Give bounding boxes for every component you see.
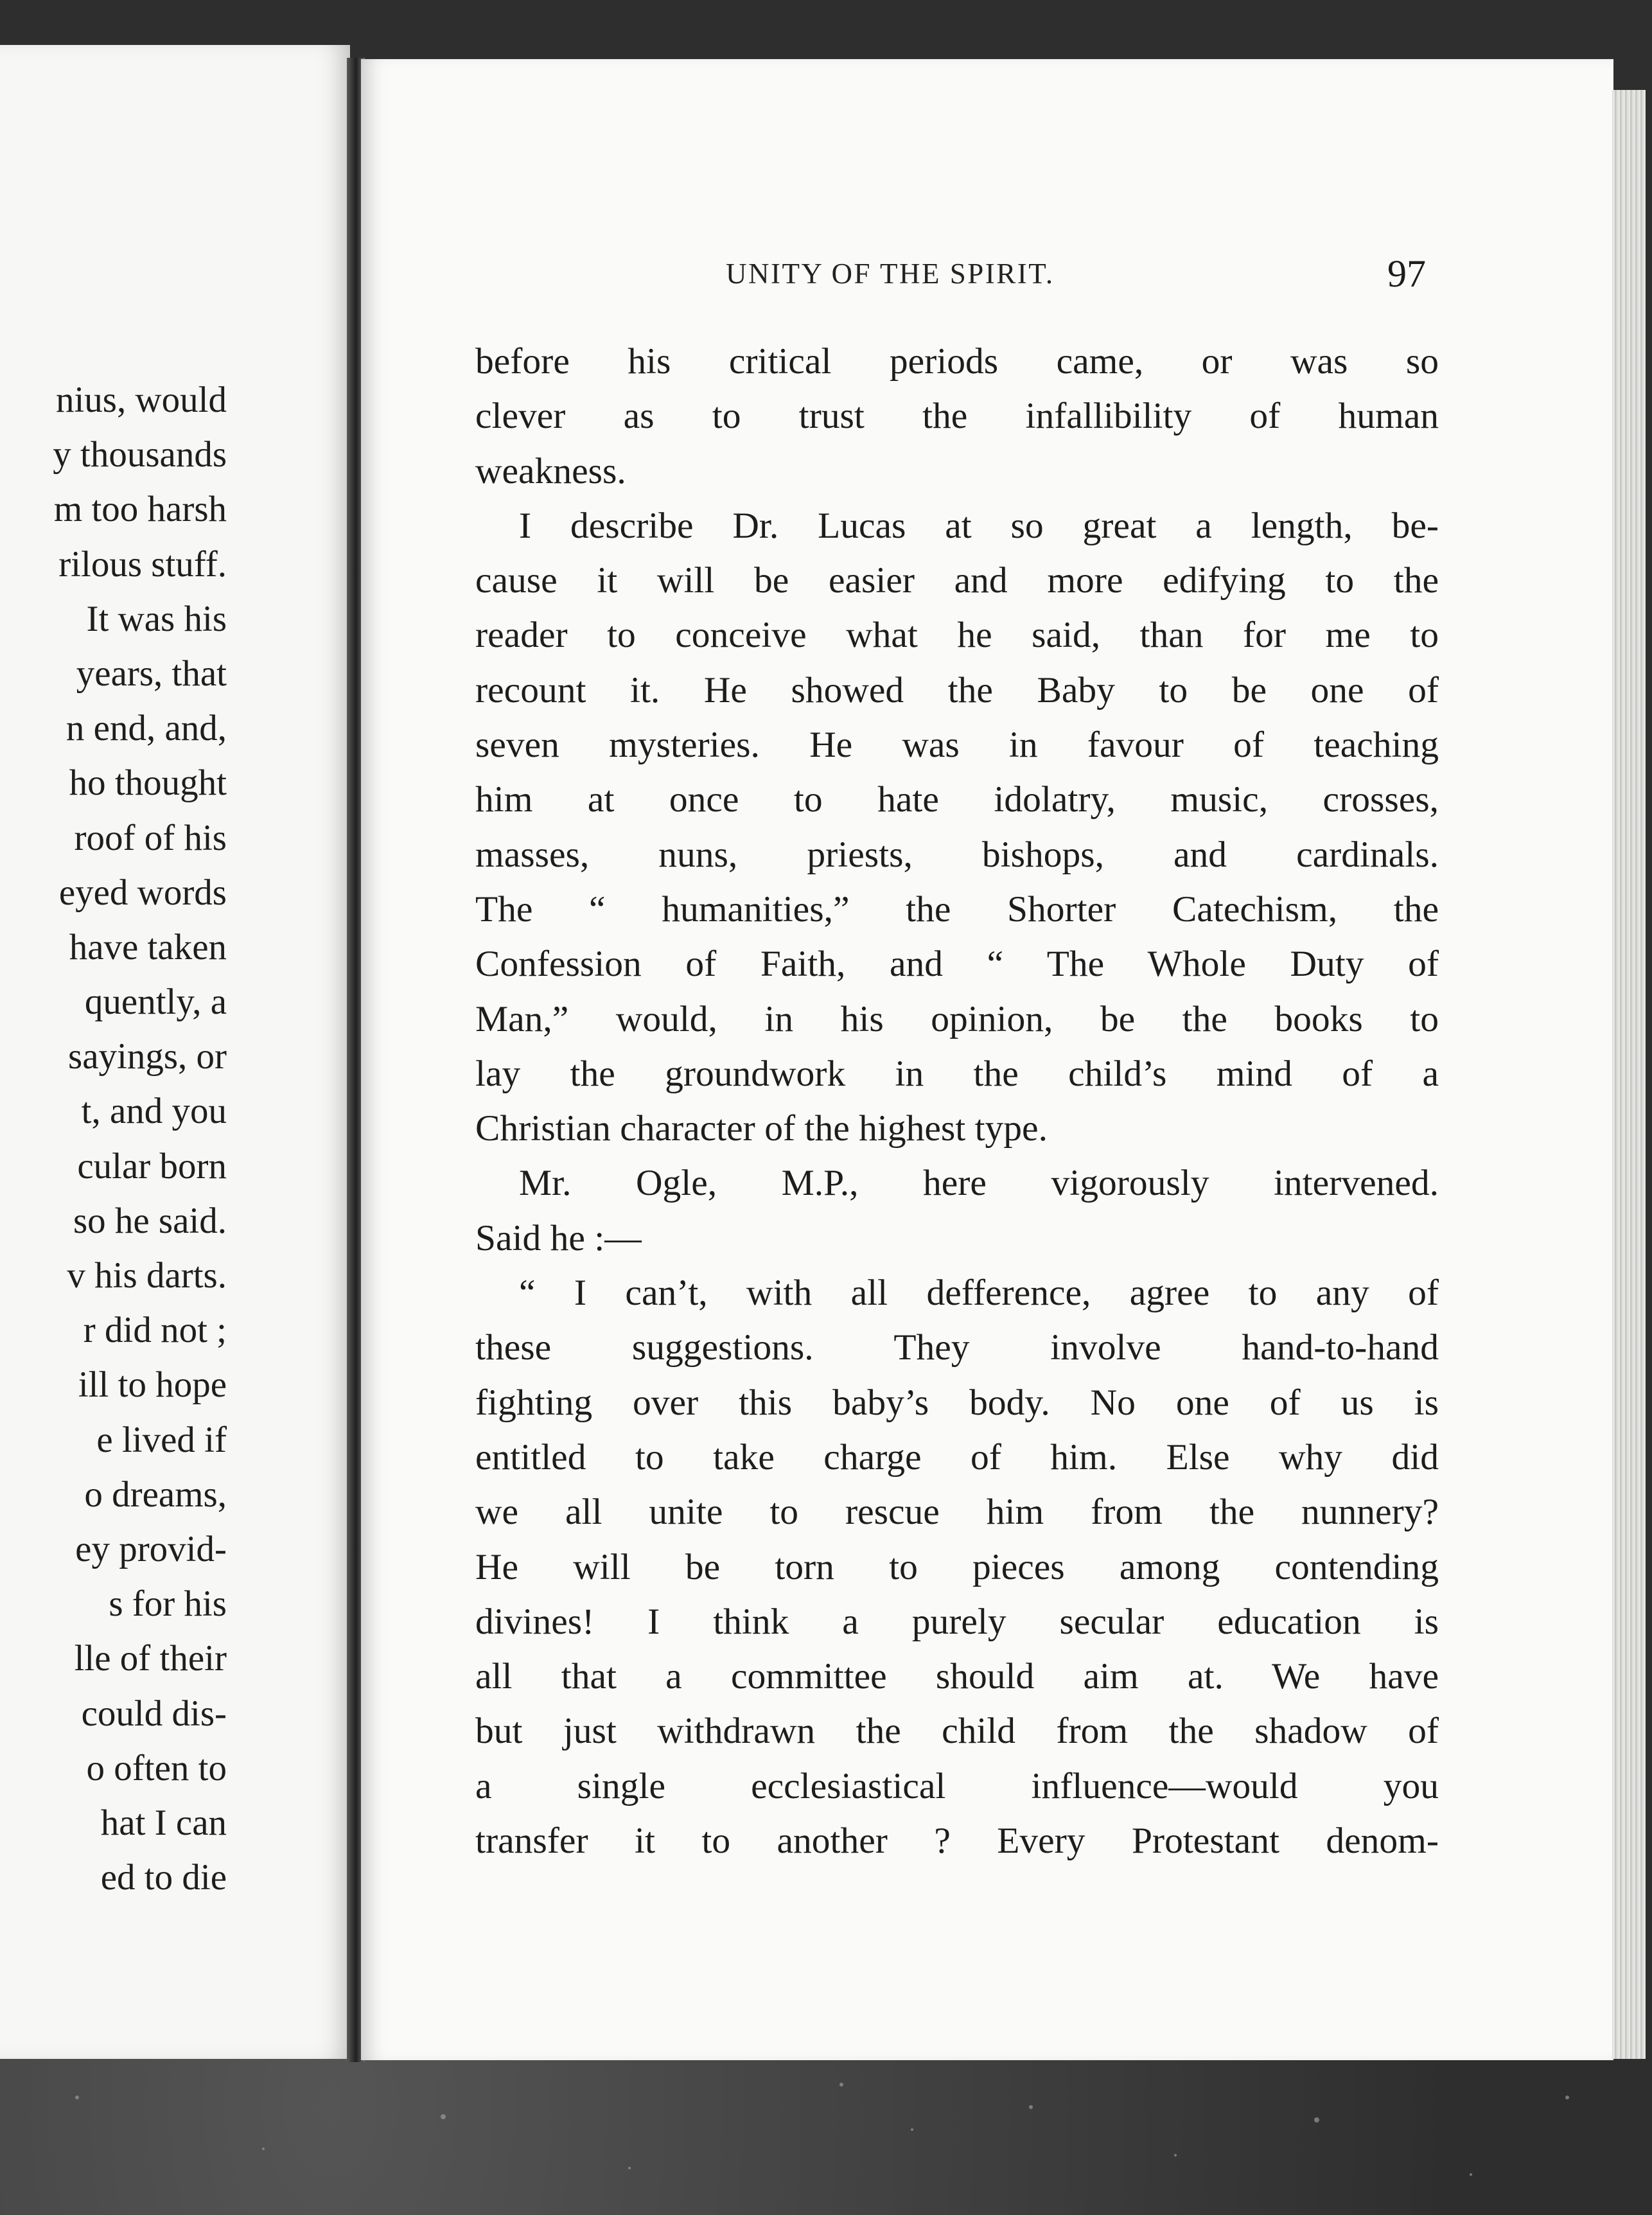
- body-line: Mr. Ogle, M.P., here vigorously intervened.: [519, 1163, 1439, 1204]
- page-number: 97: [1387, 252, 1426, 295]
- running-head: UNITY OF THE SPIRIT.: [726, 258, 1055, 290]
- left-page-line: eyed words: [58, 872, 227, 913]
- left-page-line: ho thought: [69, 763, 227, 804]
- left-page-text: [53, 373, 227, 1905]
- left-page-line: m too harsh: [53, 489, 227, 530]
- body-line: Confession of Faith, and “ The Whole Duty of: [475, 944, 1439, 985]
- left-page-line: v his darts.: [67, 1255, 227, 1296]
- left-page: [0, 45, 350, 2059]
- left-page-line: n end, and,: [66, 708, 227, 749]
- left-page-line: r did not ;: [83, 1310, 227, 1351]
- left-page-line: could dis-: [81, 1693, 227, 1734]
- left-page-line: It was his: [86, 598, 227, 639]
- left-page-line: lle of their: [74, 1638, 227, 1679]
- body-line: Man,” would, in his opinion, be the books to: [475, 998, 1439, 1039]
- body-line: seven mysteries. He was in favour of teaching: [475, 725, 1439, 766]
- left-page-line: quently, a: [84, 982, 227, 1023]
- left-page-line: s for his: [109, 1584, 227, 1625]
- body-line: we all unite to rescue him from the nunnery?: [475, 1492, 1439, 1533]
- left-page-line: o dreams,: [84, 1474, 227, 1515]
- left-page-line: cular born: [77, 1145, 227, 1187]
- body-line: fighting over this baby’s body. No one of us is: [475, 1382, 1439, 1423]
- body-line: cause it will be easier and more edifying to the: [475, 560, 1439, 601]
- body-line: lay the groundwork in the child’s mind of a: [475, 1053, 1439, 1094]
- left-page-line: ill to hope: [78, 1364, 227, 1406]
- page-edges: [1612, 90, 1646, 2059]
- left-page-line: t, and you: [81, 1091, 227, 1132]
- left-page-line: so he said.: [73, 1200, 227, 1241]
- body-line: masses, nuns, priests, bishops, and cardinals.: [475, 834, 1439, 875]
- left-page-line: ey provid-: [75, 1528, 227, 1569]
- body-text: [475, 334, 1439, 1868]
- body-line: but just withdrawn the child from the shadow of: [475, 1711, 1439, 1752]
- body-line: weakness.: [475, 450, 626, 491]
- left-page-line: have taken: [69, 926, 227, 967]
- body-line: all that a committee should aim at. We have: [475, 1656, 1439, 1697]
- left-page-line: hat I can: [100, 1802, 227, 1843]
- body-line: The “ humanities,” the Shorter Catechism, the: [475, 888, 1439, 930]
- left-page-line: e lived if: [96, 1419, 227, 1460]
- left-page-line: years, that: [76, 653, 227, 694]
- body-line: reader to conceive what he said, than for me to: [475, 615, 1439, 656]
- left-page-line: y thousands: [53, 434, 227, 475]
- body-line: “ I can’t, with all defference, agree to any of: [519, 1273, 1439, 1314]
- body-line: recount it. He showed the Baby to be one of: [475, 669, 1439, 710]
- left-page-line: o often to: [86, 1747, 227, 1788]
- body-line: clever as to trust the infallibility of human: [475, 396, 1439, 437]
- body-line: these suggestions. They involve hand-to-hand: [475, 1327, 1439, 1368]
- body-line: divines! I think a purely secular education is: [475, 1601, 1439, 1642]
- body-line: I describe Dr. Lucas at so great a length, be-: [519, 505, 1439, 546]
- scan-dust-specks: [0, 2059, 1652, 2215]
- left-page-line: ed to die: [100, 1857, 227, 1898]
- body-line: Christian character of the highest type.: [475, 1108, 1048, 1149]
- left-page-line: roof of his: [74, 817, 227, 858]
- body-line: transfer it to another ? Every Protestant denom-: [475, 1821, 1439, 1862]
- left-page-line: rilous stuff.: [58, 543, 227, 585]
- body-line: entitled to take charge of him. Else why did: [475, 1436, 1439, 1478]
- body-line: He will be torn to pieces among contending: [475, 1546, 1439, 1587]
- body-line: him at once to hate idolatry, music, crosses,: [475, 779, 1439, 820]
- left-page-line: sayings, or: [68, 1036, 227, 1077]
- body-line: a single ecclesiastical influence—would you: [475, 1765, 1439, 1806]
- body-line: before his critical periods came, or was so: [475, 341, 1439, 382]
- left-page-line: nius, would: [55, 380, 227, 420]
- body-line: Said he :—: [475, 1217, 642, 1258]
